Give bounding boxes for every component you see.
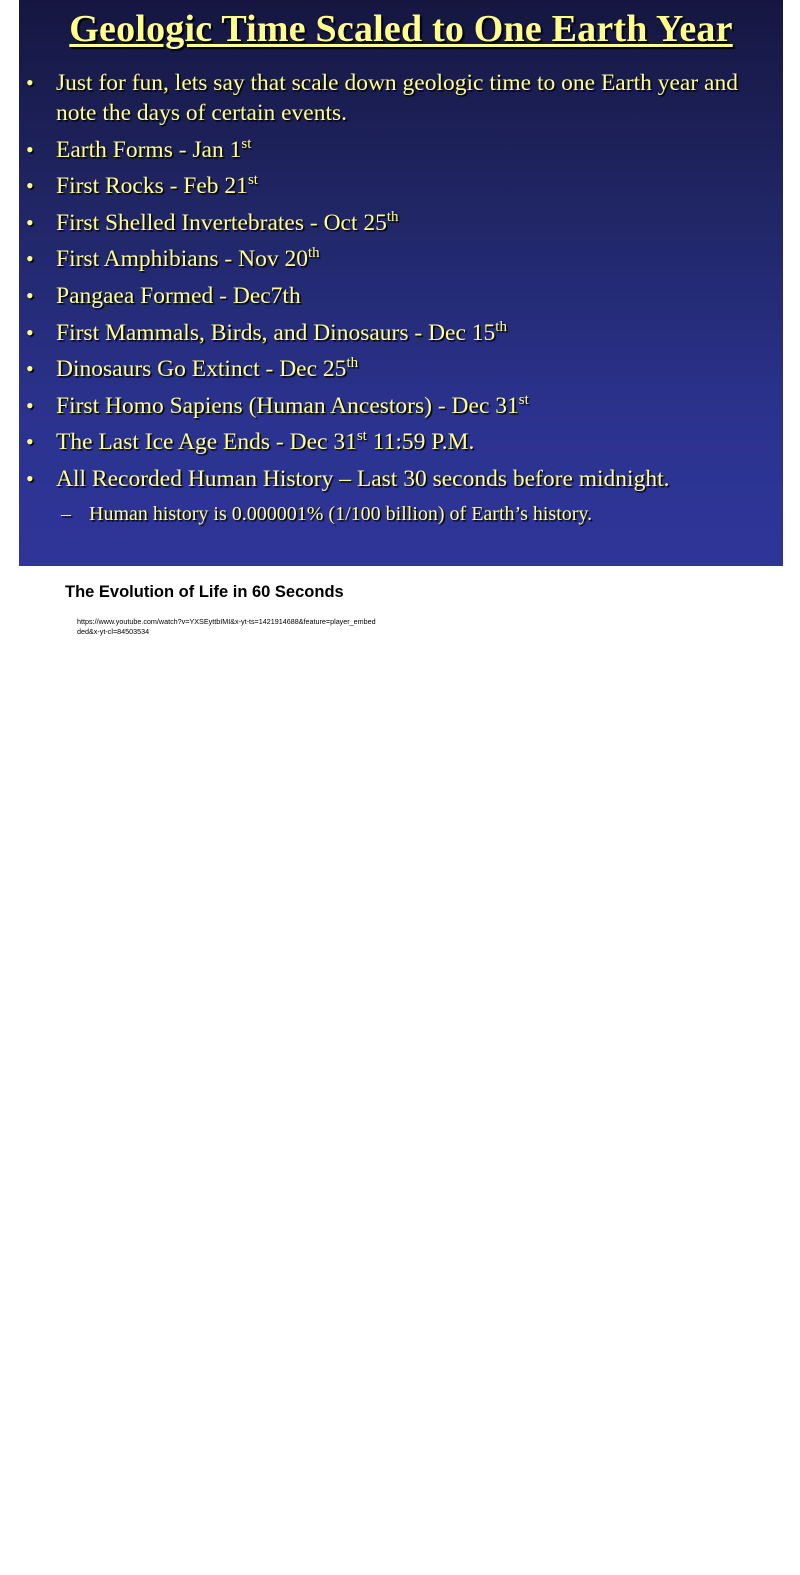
video-caption: The Evolution of Life in 60 Seconds [65,583,344,601]
bullet-dot-icon: • [26,429,34,455]
dash-icon: – [61,502,71,525]
sub-bullet-item [19,501,783,527]
bullet-item [19,318,783,348]
slide [19,0,783,566]
bullet-item [19,244,783,274]
sub-bullet-text: Human history is 0.000001% (1/100 billion) of Earth’s history. [89,502,593,525]
bullet-dot-icon: • [26,319,34,345]
bullet-text: The Last Ice Age Ends - Dec 31 [56,429,357,456]
bullet-ordinal: st [247,172,258,189]
bullet-text: Earth Forms - Jan 1 [56,136,242,163]
bullet-ordinal: st [241,135,252,152]
video-link[interactable]: https://www.youtube.com/watch?v=YXSEyttbIMI&x-yt-ts=1421914688&feature=player_embedded&x-yt-cl=84503534 [77,617,376,636]
bullet-item [19,391,783,421]
bullet-ordinal: st [356,428,367,445]
bullet-text: Pangaea Formed - Dec7th [56,282,301,309]
bullet-dot-icon: • [26,136,34,162]
bullet-ordinal: th [307,245,320,262]
bullet-text-suffix: 11:59 P.M. [366,429,475,456]
bullet-ordinal: th [386,208,399,225]
bullet-ordinal: st [518,391,529,408]
bullet-text: All Recorded Human History – Last 30 seconds before midnight. [56,465,670,492]
bullet-ordinal: th [495,318,507,335]
bullet-dot-icon: • [26,209,34,235]
slide-title: Geologic Time Scaled to One Earth Year [69,8,733,50]
bullet-text: First Rocks - Feb 21 [56,173,248,200]
bullet-item [19,135,783,165]
bullet-dot-icon: • [26,356,34,382]
bullet-text: First Mammals, Birds, and Dinosaurs - Dec 15 [56,319,496,346]
bullet-item [19,464,783,494]
bullet-item [19,281,783,311]
bullet-item [19,68,783,128]
bullet-dot-icon: • [26,70,34,95]
bullet-item [19,171,783,201]
bullet-item [19,354,783,384]
bullet-text: First Shelled Invertebrates - Oct 25 [56,209,387,236]
bullet-item [19,427,783,457]
bullet-item [19,208,783,238]
bullet-dot-icon: • [26,246,34,272]
bullet-text: First Homo Sapiens (Human Ancestors) - Dec 31 [56,392,519,419]
bullet-text: Dinosaurs Go Extinct - Dec 25 [56,356,347,383]
bullet-text: Just for fun, lets say that scale down geologic time to one Earth year and note the days of certain events. [56,70,738,126]
bullet-dot-icon: • [26,173,34,199]
bullet-dot-icon: • [26,392,34,418]
bullet-list [19,68,783,527]
bullet-text: First Amphibians - Nov 20 [56,246,308,273]
bullet-ordinal: th [346,355,359,372]
bullet-dot-icon: • [26,465,34,491]
bullet-dot-icon: • [26,282,34,308]
